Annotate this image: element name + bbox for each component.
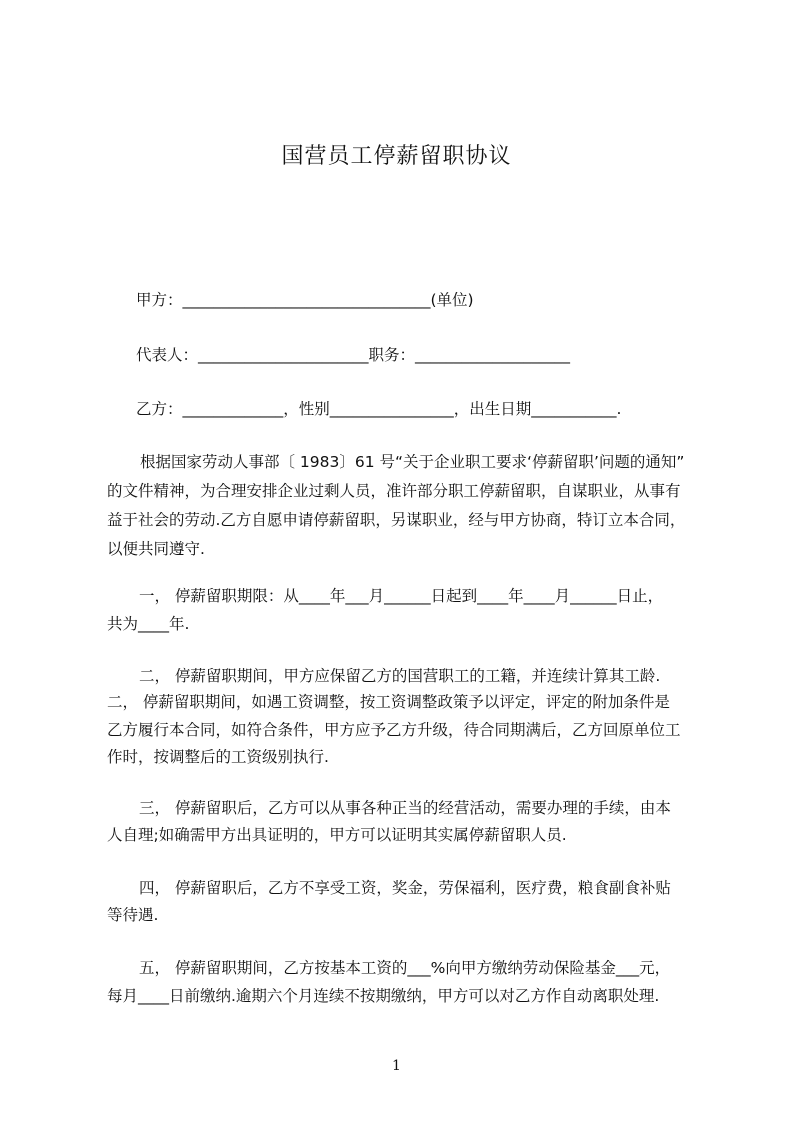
clause-5-line-1: 五， 停薪留职期间，乙方按基本工资的___%向甲方缴纳劳动保险基金___元， <box>139 959 671 977</box>
preamble-line-3: 益于社会的劳动.乙方自愿申请停薪留职，另谋职业，经与甲方协商，特订立本合同， <box>107 511 686 529</box>
preamble-line-2: 的文件精神，为合理安排企业过剩人员，准许部分职工停薪留职，自谋职业，从事有 <box>107 482 681 500</box>
party-a-line: 甲方：________________________________(单位) <box>136 291 474 309</box>
clause-3-line-1: 三， 停薪留职后，乙方可以从事各种正当的经营活动，需要办理的手续，由本 <box>139 799 671 817</box>
clause-3-line-2: 人自理;如确需甲方出具证明的，甲方可以证明其实属停薪留职人员. <box>107 826 567 844</box>
clause-2b-line-3: 作时，按调整后的工资级别执行. <box>107 748 329 766</box>
clause-1-line-1: 一， 停薪留职期限：从____年___月______日起到____年____月______日止， <box>139 587 664 605</box>
document-title: 国营员工停薪留职协议 <box>281 144 512 169</box>
clause-2b-line-2: 乙方履行本合同，如符合条件，甲方应予乙方升级，待合同期满后，乙方回原单位工 <box>107 721 681 739</box>
representative-line: 代表人：______________________职务：____________________ <box>136 346 571 364</box>
preamble-line-4: 以便共同遵守. <box>107 540 205 558</box>
clause-4-line-1: 四， 停薪留职后，乙方不享受工资，奖金，劳保福利，医疗费，粮食副食补贴 <box>139 879 671 897</box>
clause-2b-line-1: 二， 停薪留职期间，如遇工资调整，按工资调整政策予以评定，评定的附加条件是 <box>107 693 670 711</box>
clause-1-line-2: 共为____年. <box>107 615 190 633</box>
page-number: 1 <box>392 1058 401 1074</box>
clause-2-line-1: 二， 停薪留职期间，甲方应保留乙方的国营职工的工籍，并连续计算其工龄. <box>139 667 661 685</box>
clause-5-line-2: 每月____日前缴纳.逾期六个月连续不按期缴纳，甲方可以对乙方作自动离职处理. <box>107 987 660 1005</box>
preamble-line-1: 根据国家劳动人事部〔 1983〕61 号“关于企业职工要求‘停薪留职’问题的通知” <box>140 453 685 471</box>
clause-4-line-2: 等待遇. <box>107 906 159 924</box>
party-b-line: 乙方：_____________，性别________________，出生日期___________. <box>136 400 622 418</box>
